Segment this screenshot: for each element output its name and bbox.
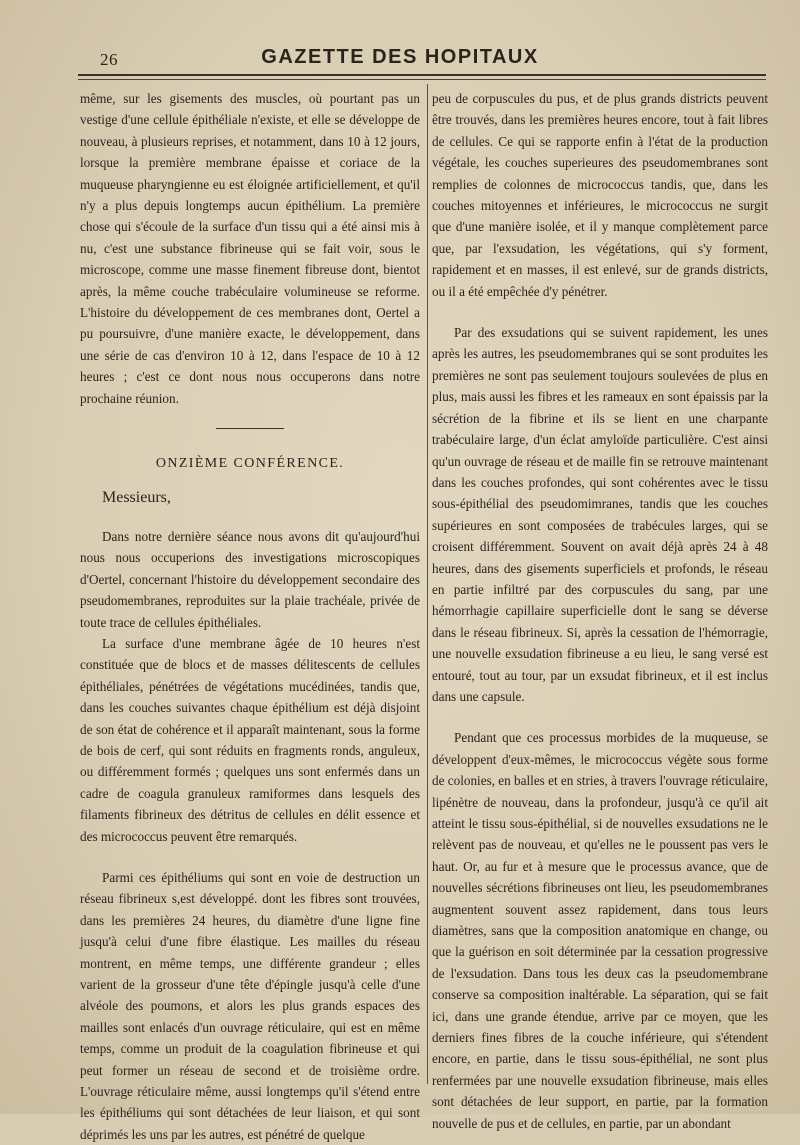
paragraph-gap — [432, 707, 768, 727]
paragraph: La surface d'une membrane âgée de 10 heures n'est constituée que de blocs et de masses délitescents de cellules épithéliales, pénétrées de végétations mucédinées, tandis que, dans les couches suivantes chaque épithélium est déjà disjoint de son état de cohérence et il apparaît maintenant, sous la forme de bois de cerf, qui sont réduits en fragments ronds, anguleux, ou différemment formés ; quelques uns sont enfermés dans un cadre de coagula granuleux ramiformes dans lesquels des filaments fibrineux des détritus de cellules en délit essence et des micrococcus peuvent être remarqués. — [80, 635, 420, 844]
journal-title: GAZETTE DES HOPITAUX — [261, 46, 539, 68]
paragraph: peu de corpuscules du pus, et de plus grands districts peuvent être trouvés, dans les premières heures encore, tout à fait libres de cellules. Ce qui se rapporte enfin à l'état de la production végétale, les couches superieures des pseudomembranes sont remplies de colonnes de micrococcus tandis, que, dans les couches mitoyennes et inférieures, le micrococcus ne surgit que d'une manière isolée, et il y manque complètement parce que, par l'exsudation, les végétations, qui s'y forment, rapidement et en masses, il est enlevé, sur de grands districts, ou il a été empêchée d'y pénétrer. — [432, 91, 768, 299]
paragraph: Par des exsudations qui se suivent rapidement, les unes après les autres, les pseudomembranes qui se sont produites les premières ne sont pas seulement toujours soulevées de plus en plus, mais aussi les fibres et les rameaux en sont épaissis par la sécrétion de la fibrine et ils se lient en une charpante trabéculaire large, d'un éclat amyloïde particulière. C'est ainsi qu'un ouvrage de réseau et de maille fin se retrouve maintenant dans les couches profondes, qui sont cohérentes avec le tissu sous-épithélial des pseudomimranes, tandis que les couches supérieures en sont composées de trabécules larges, qui se croisent différemment. Souvent on avait déjà après 24 à 48 heures, dans des gisements superficiels et profonds, le réseau en partie infiltré par des corpuscules du sang, par une hémorrhagie capillaire superficielle dont le sang se déverse dans le réseau fibrineux. Si, après la cessation de l'hémorragie, une nouvelle exsudation fibrineuse a eu lieu, le sang versé est entouré, tout au tour, par un exsudat fibrineux, et il est inclus dans une capsule. — [432, 325, 768, 704]
paragraph: Dans notre dernière séance nous avons dit qu'aujourd'hui nous nous occuperions des investigations microscopiques d'Oertel, concernant l'histoire du développement secondaire des pseudomembranes, reproduites sur la plaie trachéale, privée de toute trace de cellules épithéliales. — [80, 528, 420, 630]
paragraph: Pendant que ces processus morbides de la muqueuse, se développent d'eux-mêmes, le micrococcus végète sous forme de colonies, en balles et en stries, à travers l'ouvrage réticulaire, lipénètre de nouveau, dans la profondeur, jusqu'à ce qu'il ait atteint le tissu sous-épithélial, si de nouvelles exsudations ne le relèvent pas de nouveau, et qu'elles ne le poussent pas vers le haut. Or, au fur et à mesure que le processus avance, que de nouvelles sécrétions fibrineuses ont lieu, les pseudomembranes augmentent souvent assez rapidement, dans tous leurs diamètres, sans que la composition anatomique en change, ou que la guérison en soit déterminée par la cessation progressive de l'exsudation. Dans tous les deux cas la pseudomembrane conserve sa composition inaltérable. La séparation, qui se fait ici, dans une grande étendue, arrive par ce moyen, que les derniers fines fibres de la couche inférieure, qui s'étendent encore, en partie, dans le tissu sous-épithélial, ne sont plus renfermées par une nouvelle exsudation fibrineuse, mais elles sont détachées de leur support, en partie, par la formation nouvelle de pus et de cellules, en partie, par un abondant — [432, 730, 768, 1131]
right-column — [432, 88, 768, 1134]
section-rule — [216, 428, 284, 429]
salutation: Messieurs, — [102, 488, 171, 506]
page-number: 26 — [100, 50, 118, 69]
paragraph: même, sur les gisements des muscles, où pourtant pas un vestige d'une cellule épithéliale n'existe, et elle se développe de nouveau, à plusieurs reprises, et notamment, dans 10 à 12 jours, lorsque la première membrane épaisse et coriace de la muqueuse pharyngienne eu est éloignée artificiellement, et qu'il n'y a plus depuis longtemps aucun épithélium. La première chose qui s'écoule de la surface d'un tissu qui a été ainsi mis à nu, c'est une substance fibrineuse qui se fait voir, sous le microscope, comme une masse finement fibreuse dont, bientot après, la même couche trabéculaire volumineuse se reforme. L'histoire du développement de ces membranes dont, Oertel a pu poursuivre, d'une manière exacte, le développement, dans une série de cas d'environ 10 à 12, dans l'espace de 10 à 12 heures ; c'est ce dont nous nous occuperons dans notre prochaine réunion. — [80, 91, 420, 406]
column-divider — [427, 84, 428, 1084]
paragraph-gap — [80, 847, 420, 867]
section-heading: ONZIÈME CONFÉRENCE. — [155, 456, 345, 472]
paragraph-gap — [432, 302, 768, 322]
left-column — [80, 88, 420, 1145]
header-rule — [78, 74, 766, 76]
paragraph: Parmi ces épithéliums qui sont en voie de destruction un réseau fibrineux s,est développé. dont les fibres sont trouvées, dans les premières 24 heures, du diamètre d'une ligne fine jusqu'à celui d'une fibre élastique. Les mailles du réseau montrent, en même temps, une différente grandeur ; elles varient de la grosseur d'une tête d'épingle jusqu'à celle d'une alvéole des poumons, et alors les plus grands espaces des mailles sont enlacés d'un ouvrage réticulaire, qui est en même temps, comme un produit de la coagulation fibrineuse et qui peut former un réseau de second et de troisième ordre. L'ouvrage réticulaire même, aussi longtemps qu'il s'étend entre les épithéliums qui sont détachées de leur liaison, et qui sont déprimés les uns par les autres, est pénétré de quelque — [80, 870, 420, 1142]
header-rule-thin — [78, 79, 766, 80]
page-header — [0, 44, 800, 76]
